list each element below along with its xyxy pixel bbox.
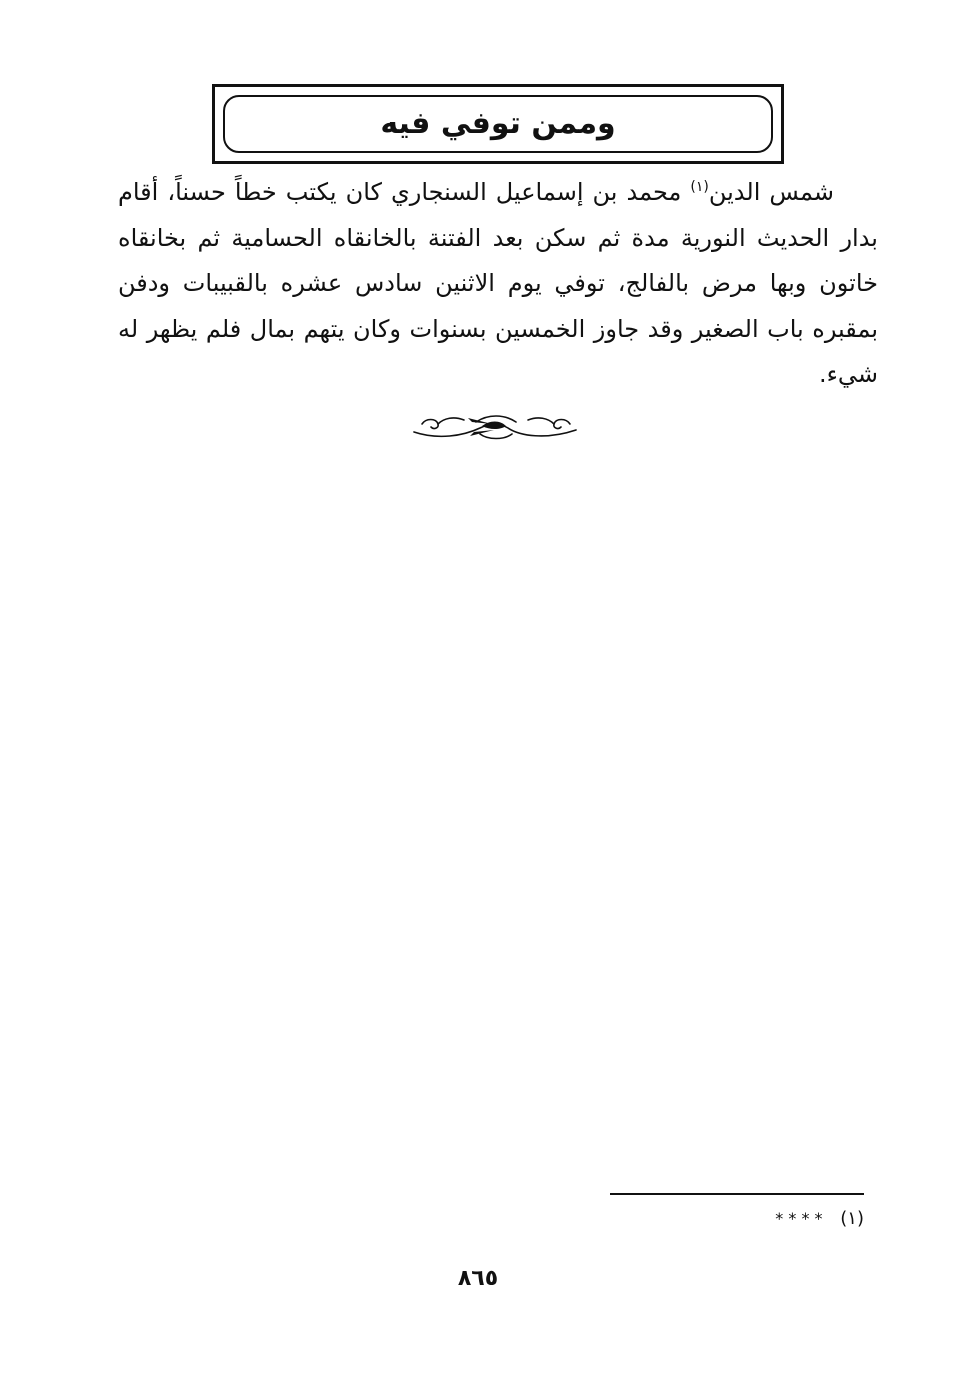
page-number: ٨٦٥ [457, 1266, 499, 1291]
footnote [775, 1208, 864, 1229]
section-title: وممن توفي فيه [380, 106, 616, 141]
footnote-reference: (١) [690, 179, 709, 195]
title-frame [212, 84, 784, 164]
footnote-text: * * * * [775, 1209, 823, 1228]
body-paragraph [118, 170, 878, 398]
floral-divider-icon [408, 410, 584, 444]
footnote-marker: (١) [840, 1208, 864, 1229]
title-frame-inner [223, 95, 773, 153]
biography-text: محمد بن إسماعيل السنجاري كان يكتب خطاً حسناً، أقام بدار الحديث النورية مدة ثم سكن بعد الفتنة بالخانقاه الحسامية ثم بخانقاه خاتون وبها مرض بالفالج، توفي يوم الاثنين سادس عشره بالقبيبات ودفن بمقبره باب الصغير وقد جاوز الخمسين بسنوات وكان يتهم بمال فلم يظهر له شيء. [118, 178, 878, 388]
biography-name: شمس الدين [708, 178, 834, 206]
footnote-separator [610, 1193, 864, 1195]
